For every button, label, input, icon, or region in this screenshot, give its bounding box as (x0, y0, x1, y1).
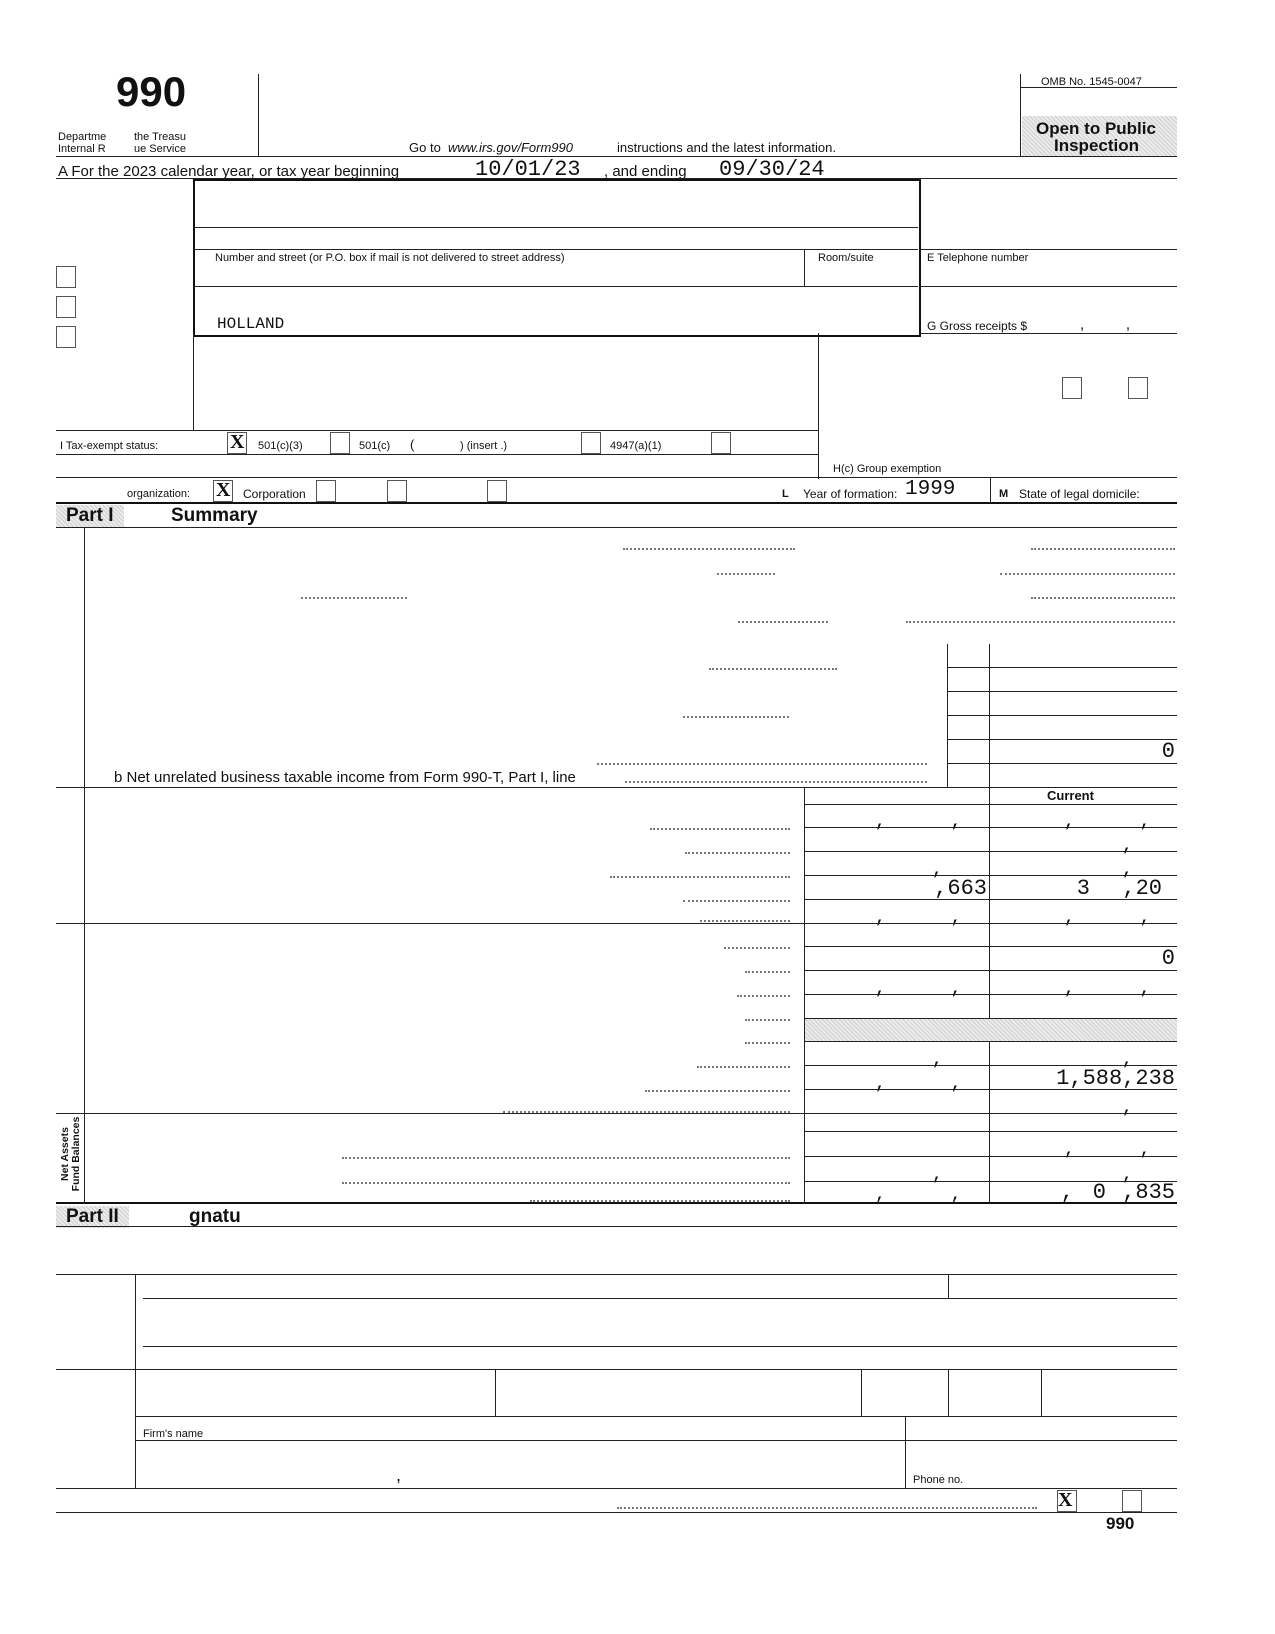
prep-col1 (495, 1369, 496, 1417)
prep-left-divider (135, 1369, 136, 1489)
line-m-letter: M (999, 488, 1009, 500)
net-assets-side-label (56, 1113, 84, 1202)
exp-total-current: 1,588,238 (1056, 1066, 1175, 1091)
checkbox-group-no[interactable] (1128, 377, 1148, 399)
net-commas-r21-current: , (1122, 1165, 1133, 1185)
part1-label: Part I (56, 505, 124, 527)
dot-leader-exp18 (645, 1090, 790, 1092)
exp-commas-r15-current: , , (1064, 979, 1151, 999)
org-dba-rule (195, 249, 918, 250)
dot-leader-rev8 (650, 828, 790, 830)
dot-leader-2b (1000, 573, 1175, 575)
open-public-line2: Inspection (1054, 136, 1140, 155)
corporation-label: Corporation (243, 487, 306, 501)
footer-form-number: 990 (1106, 1514, 1135, 1533)
opt-501c-label: 501(c) (359, 440, 391, 452)
part1-side-divider-1 (84, 527, 85, 787)
dot-leader-4 (738, 621, 828, 623)
expenses-bottom (56, 1113, 1177, 1114)
rev-commas-r8-prior: , , (875, 812, 962, 832)
year-formation-value: 1999 (905, 478, 956, 501)
exp-line13-current: 0 (1161, 946, 1175, 971)
dot-leader-net20 (342, 1157, 790, 1159)
state-domicile-label: State of legal domicile: (1019, 487, 1140, 501)
checkbox-527[interactable] (711, 432, 731, 454)
rev-commas-r12-prior: , , (875, 908, 962, 928)
officer-bottom-rule (56, 430, 818, 431)
dept-line1-a: Departme (58, 131, 107, 143)
phone-top-rule (919, 249, 1177, 250)
dot-leader-exp16b (745, 1042, 790, 1044)
part1-header-rule (56, 527, 1177, 528)
dot-leader-exp15 (737, 995, 790, 997)
line7a-current: 0 (1161, 739, 1175, 764)
col-header-rule (804, 804, 1177, 805)
discuss-bottom-rule (56, 1512, 1177, 1513)
org-name-rule (195, 227, 918, 228)
dot-leader-exp16 (745, 1019, 790, 1021)
line-a-label: A For the 2023 calendar year, or tax year beginning (58, 163, 400, 180)
rev-commas-r9-current: , (1122, 836, 1133, 856)
prep-row2-rule (135, 1440, 1177, 1441)
dot-leader-exp17 (697, 1066, 790, 1068)
net-commas-header-current: , (1122, 1098, 1133, 1118)
checkbox-group-yes[interactable] (1062, 377, 1082, 399)
dot-leader-exp14 (745, 971, 790, 973)
tax-year-end: 09/30/24 (719, 157, 825, 182)
dot-leader-rev11 (683, 900, 790, 902)
dot-leader-discuss (617, 1507, 1037, 1509)
exp-line16b-rule (804, 1041, 1177, 1042)
signature-line[interactable] (143, 1298, 1177, 1299)
prep-col4 (1041, 1369, 1042, 1417)
net-current-c: ,835 (1122, 1180, 1175, 1205)
line-i-rule (56, 454, 818, 455)
checkbox-address-change[interactable] (56, 266, 76, 288)
exp-commas-r17-prior: , (932, 1050, 943, 1070)
insert-label: ) (insert .) (460, 440, 508, 452)
dot-leader-net21 (342, 1182, 790, 1184)
klm-rule (56, 502, 1177, 504)
hc-label: H(c) Group exemption (833, 463, 942, 475)
officer-left-line (193, 333, 194, 430)
hc-rule (56, 477, 1177, 478)
gross-receipts-label: G Gross receipts $ (927, 319, 1028, 333)
header-bottom-rule (56, 156, 1177, 157)
checkbox-corporation-mark: X (216, 479, 231, 501)
room-divider (804, 249, 805, 286)
net-assets-label-1: Net Assets (59, 1127, 71, 1181)
dot-leader-4b (906, 621, 1175, 623)
rev-total-current-b: ,20 (1122, 876, 1162, 901)
firm-name-label: Firm's name (143, 1428, 204, 1440)
checkbox-initial-return[interactable] (56, 326, 76, 348)
gross-rule (919, 333, 1177, 334)
sign-bottom-rule (56, 1369, 1177, 1370)
phone-label: E Telephone number (927, 252, 1029, 264)
city-value: HOLLAND (217, 315, 285, 333)
part2-header-rule (56, 1226, 1177, 1227)
dot-leader-3 (301, 597, 407, 599)
header-divider-left (258, 74, 259, 156)
net-assets-side-divider (84, 1113, 85, 1202)
exp-commas-r17-current: , (1122, 1050, 1133, 1070)
exp-commas-r18-prior: , , (875, 1074, 962, 1094)
room-label: Room/suite (818, 252, 874, 264)
net-commas-r21-prior: , (932, 1165, 943, 1185)
net-commas-r20-current: , , (1064, 1140, 1151, 1160)
dot-leader-7b (625, 781, 927, 783)
rev-commas-r12-current: , , (1064, 908, 1151, 928)
part1-title: Summary (171, 505, 258, 526)
checkbox-trust[interactable] (316, 480, 336, 502)
net-header-rule (804, 1131, 1177, 1132)
name-title-line[interactable] (143, 1346, 1177, 1347)
checkbox-4947[interactable] (581, 432, 601, 454)
prep-row1-rule (135, 1416, 1177, 1417)
checkbox-discuss-no[interactable] (1122, 1490, 1142, 1512)
phone-no-label: Phone no. (913, 1474, 964, 1486)
dot-leader-rev9 (685, 852, 790, 854)
dept-line2-b: ue Service (134, 143, 186, 155)
net-current-a: , (1060, 1180, 1074, 1205)
line-l-letter: L (782, 488, 789, 500)
line4-rule (947, 691, 1177, 692)
net-commas-r22-prior: , , (875, 1185, 962, 1205)
sign-date-divider (948, 1274, 949, 1298)
form-number: 990 (116, 68, 187, 115)
line7b-label: b Net unrelated business taxable income from Form 990-T, Part I, line (114, 769, 576, 786)
open-public-line1: Open to Public (1036, 119, 1156, 138)
insert-open-paren: ( (410, 437, 415, 452)
rev-commas-r8-current: , , (1064, 812, 1151, 832)
sign-left-divider (135, 1274, 136, 1370)
dot-leader-rev12 (700, 920, 790, 922)
prep-bottom-rule (56, 1488, 1177, 1489)
goto-suffix: instructions and the latest information. (617, 140, 836, 155)
current-year-header: Current (1047, 788, 1094, 803)
org-type-label: organization: (127, 488, 190, 500)
opt-501c3-label: 501(c)(3) (258, 440, 303, 452)
checkbox-501c3-mark: X (230, 431, 245, 453)
tax-year-begin: 10/01/23 (475, 157, 581, 182)
firm-address-comma: , (396, 1465, 402, 1485)
revenue-bottom (56, 923, 1177, 924)
year-formation-label: Year of formation: (803, 487, 898, 501)
dot-leader-7 (597, 763, 927, 765)
tax-exempt-label: I Tax-exempt status: (60, 440, 159, 452)
dot-leader-5 (709, 668, 837, 670)
checkbox-association[interactable] (387, 480, 407, 502)
part2-title: gnatu (189, 1206, 241, 1227)
exp-line16b-shaded (805, 1019, 1177, 1041)
phone-bottom-rule (919, 286, 1177, 287)
part2-label: Part II (56, 1206, 129, 1228)
rev-commas-r10-prior: , (932, 860, 943, 880)
opt-4947-label: 4947(a)(1) (610, 440, 662, 452)
part1-activities-bottom (56, 787, 1177, 788)
lm-divider (990, 478, 991, 502)
dot-leader-1b (1031, 548, 1175, 550)
checkbox-other[interactable] (487, 480, 507, 502)
line-a-ending-label: , and ending (604, 163, 687, 180)
line3-rule (947, 667, 1177, 668)
prep-col3 (948, 1369, 949, 1417)
gross-receipts-commas: , , (1080, 316, 1131, 333)
prep-firm-divider (905, 1416, 906, 1489)
dot-leader-2 (717, 573, 775, 575)
goto-prefix: Go to (409, 140, 441, 155)
sign-top-rule (56, 1274, 1177, 1275)
exp-commas-r15-prior: , , (875, 979, 962, 999)
dept-line2-a: Internal R (58, 143, 106, 155)
checkbox-501c[interactable] (330, 432, 350, 454)
officer-right-line (818, 333, 819, 479)
line5-rule (947, 715, 1177, 716)
net-assets-label-2: Fund Balances (70, 1116, 82, 1192)
rev-total-current-a: 3 (1076, 876, 1090, 901)
dot-leader-rev10 (610, 876, 790, 878)
dot-leader-exp13 (724, 947, 790, 949)
goto-url[interactable]: www.irs.gov/Form990 (448, 140, 573, 155)
checkbox-discuss-yes-mark: X (1058, 1489, 1073, 1511)
part1-bottom-rule (56, 1202, 1177, 1204)
street-label: Number and street (or P.O. box if mail is not delivered to street address) (215, 252, 565, 264)
checkbox-name-change[interactable] (56, 296, 76, 318)
net-current-b: 0 (1092, 1180, 1106, 1205)
dot-leader-1 (623, 548, 795, 550)
prep-col2 (861, 1369, 862, 1417)
dot-leader-3b (1031, 597, 1175, 599)
org-street-rule (195, 286, 918, 287)
omb-number: OMB No. 1545-0047 (1041, 76, 1142, 88)
revenue-side-divider (84, 787, 85, 1113)
dept-line1-b: the Treasu (134, 131, 186, 143)
dot-leader-6 (683, 716, 789, 718)
rev-total-prior: ,663 (934, 876, 987, 901)
rev-commas-r10-current: , (1122, 860, 1133, 880)
